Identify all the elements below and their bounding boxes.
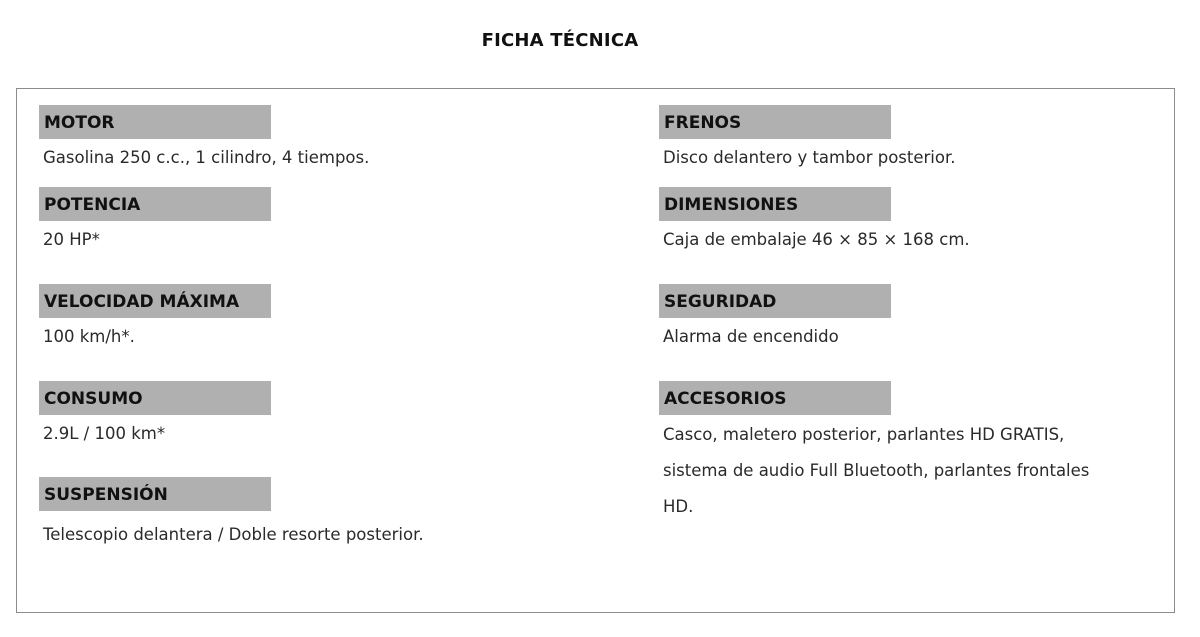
- spec-label: SEGURIDAD: [659, 284, 891, 318]
- spec-consumo: [39, 381, 271, 443]
- spec-value: 100 km/h*.: [43, 327, 135, 346]
- spec-potencia: [39, 187, 271, 249]
- spec-suspension: [39, 477, 424, 544]
- spec-value: Gasolina 250 c.c., 1 cilindro, 4 tiempos.: [43, 148, 370, 167]
- spec-label: VELOCIDAD MÁXIMA: [39, 284, 271, 318]
- spec-label: CONSUMO: [39, 381, 271, 415]
- spec-value: Telescopio delantera / Doble resorte posterior.: [43, 525, 424, 544]
- page-title: FICHA TÉCNICA: [481, 30, 639, 51]
- spec-label: MOTOR: [39, 105, 271, 139]
- spec-label: POTENCIA: [39, 187, 271, 221]
- spec-value: Casco, maletero posterior, parlantes HD GRATIS, sistema de audio Full Bluetooth, parlantes frontales HD.: [663, 425, 1090, 516]
- spec-label: ACCESORIOS: [659, 381, 891, 415]
- spec-accesorios: [659, 381, 1093, 525]
- spec-motor: [39, 105, 369, 167]
- spec-label: FRENOS: [659, 105, 891, 139]
- spec-dimensiones: [659, 187, 970, 249]
- spec-value: 2.9L / 100 km*: [43, 424, 166, 443]
- spec-value: 20 HP*: [43, 230, 100, 249]
- spec-seguridad: [659, 284, 891, 346]
- spec-value: Caja de embalaje 46 × 85 × 168 cm.: [663, 230, 970, 249]
- spec-value: Disco delantero y tambor posterior.: [663, 148, 956, 167]
- spec-value: Alarma de encendido: [663, 327, 839, 346]
- spec-label: DIMENSIONES: [659, 187, 891, 221]
- spec-table: [16, 88, 1175, 613]
- spec-label: SUSPENSIÓN: [39, 477, 271, 511]
- spec-velocidad-maxima: [39, 284, 271, 346]
- spec-frenos: [659, 105, 955, 167]
